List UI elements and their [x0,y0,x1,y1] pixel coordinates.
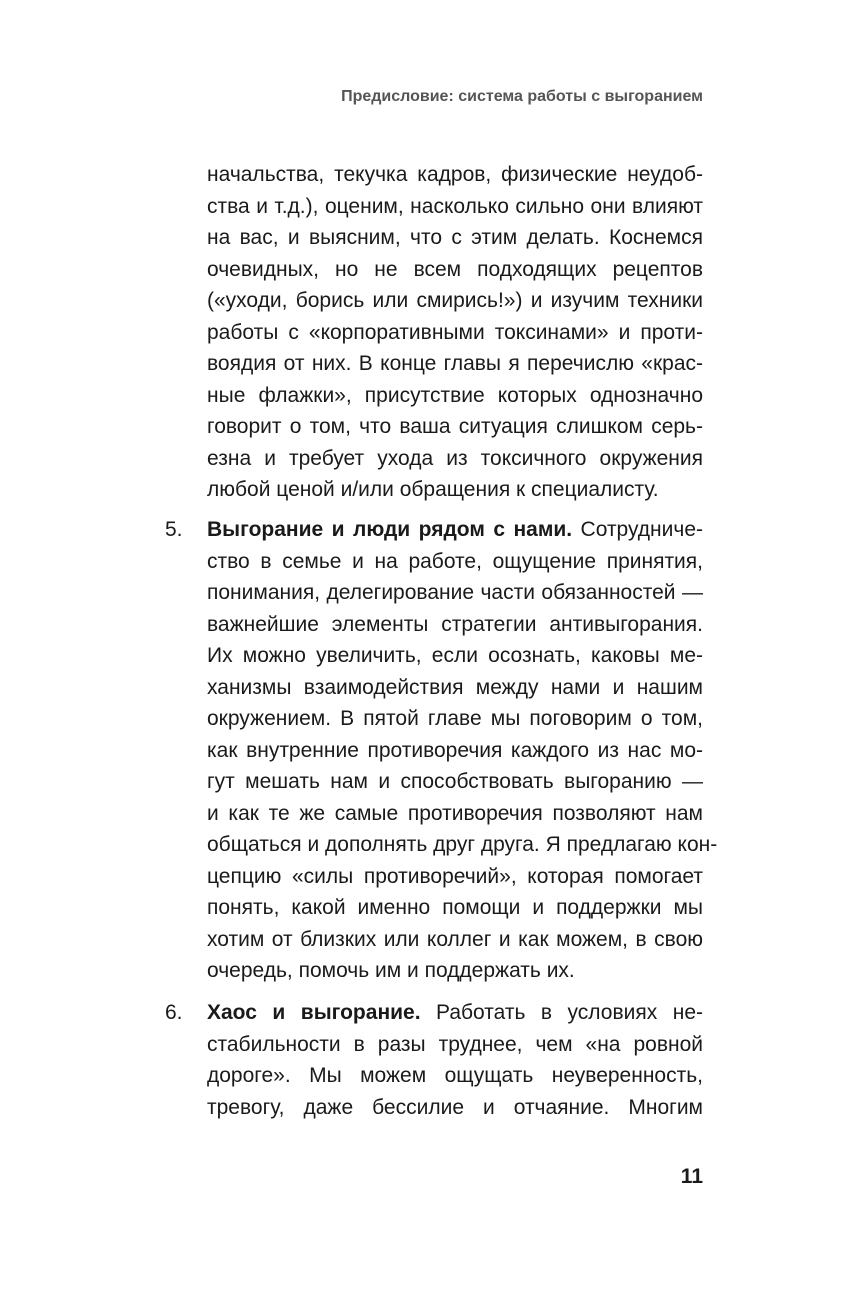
text-line: важнейшие элементы стратегии антивыгорания. [207,612,703,636]
list-number: 6. [165,1001,183,1024]
item-heading: Выгорание и люди рядом с нами. [207,518,573,541]
text-line: ства и т.д.), оценим, насколько сильно они влияют [207,194,703,218]
running-header: Предисловие: система работы с выгоранием [341,88,703,105]
text-line: тревогу, даже бессилие и отчаяние. Многим [207,1095,703,1119]
text-line: как внутренние противоречия каждого из нас мо- [207,738,703,762]
list-item-6 [165,997,703,1123]
text-line: очевидных, но не всем подходящих рецептов [207,257,703,281]
text-line [207,514,703,546]
item-heading: Хаос и выгорание. [207,1001,421,1024]
text-line: любой ценой и/или обращения к специалисту. [207,478,659,501]
text-line: («уходи, борись или смирись!») и изучим техники [207,289,703,312]
paragraph-intro-continuation [207,159,703,506]
text-line: хотим от близких или коллег и как можем, в свою [207,927,703,951]
text-line: гут мешать нам и способствовать выгоранию — [207,770,703,793]
text-line: очередь, помочь им и поддержать их. [207,959,575,982]
text-line: понимания, делегирование части обязанностей — [207,581,703,604]
text-line: Их можно увеличить, если осознать, каковы ме- [207,644,703,667]
page-number: 11 [680,1165,703,1188]
text-line: и как те же самые противоречия позволяют нам [207,801,703,825]
list-item-5 [165,514,718,987]
text-line: ханизмы взаимодействия между нами и нашим [207,675,703,699]
list-number: 5. [165,518,183,541]
text-line: ство в семье и на работе, ощущение принятия, [207,549,703,573]
text-line: на вас, и выясним, что с этим делать. Коснемся [207,226,703,249]
text-line: понять, какой именно помощи и поддержки мы [207,896,703,919]
text-line: начальства, текучка кадров, физические неудоб- [207,163,703,186]
text-line: окружением. В пятой главе мы поговорим о том, [207,707,703,730]
text-line: воядия от них. В конце главы я перечислю «крас- [207,352,703,375]
item-text: Сотрудниче- [572,518,703,541]
text-line: стабильности в разы труднее, чем «на ровной [207,1032,703,1056]
text-line [207,997,703,1029]
text-line: работы с «корпоративными токсинами» и проти- [207,320,703,344]
text-line: ные флажки», присутствие которых однозначно [207,383,703,407]
text-line: цепцию «силы противоречий», которая помогает [207,864,703,888]
item-text: Работать в условиях не- [420,1001,703,1024]
text-line: говорит о том, что ваша ситуация слишком серь- [207,415,703,438]
text-line: дороге». Мы можем ощущать неуверенность, [207,1064,703,1087]
text-line: езна и требует ухода из токсичного окружения [207,446,703,470]
text-line: общаться и дополнять друг друга. Я предлагаю кон- [207,833,718,856]
